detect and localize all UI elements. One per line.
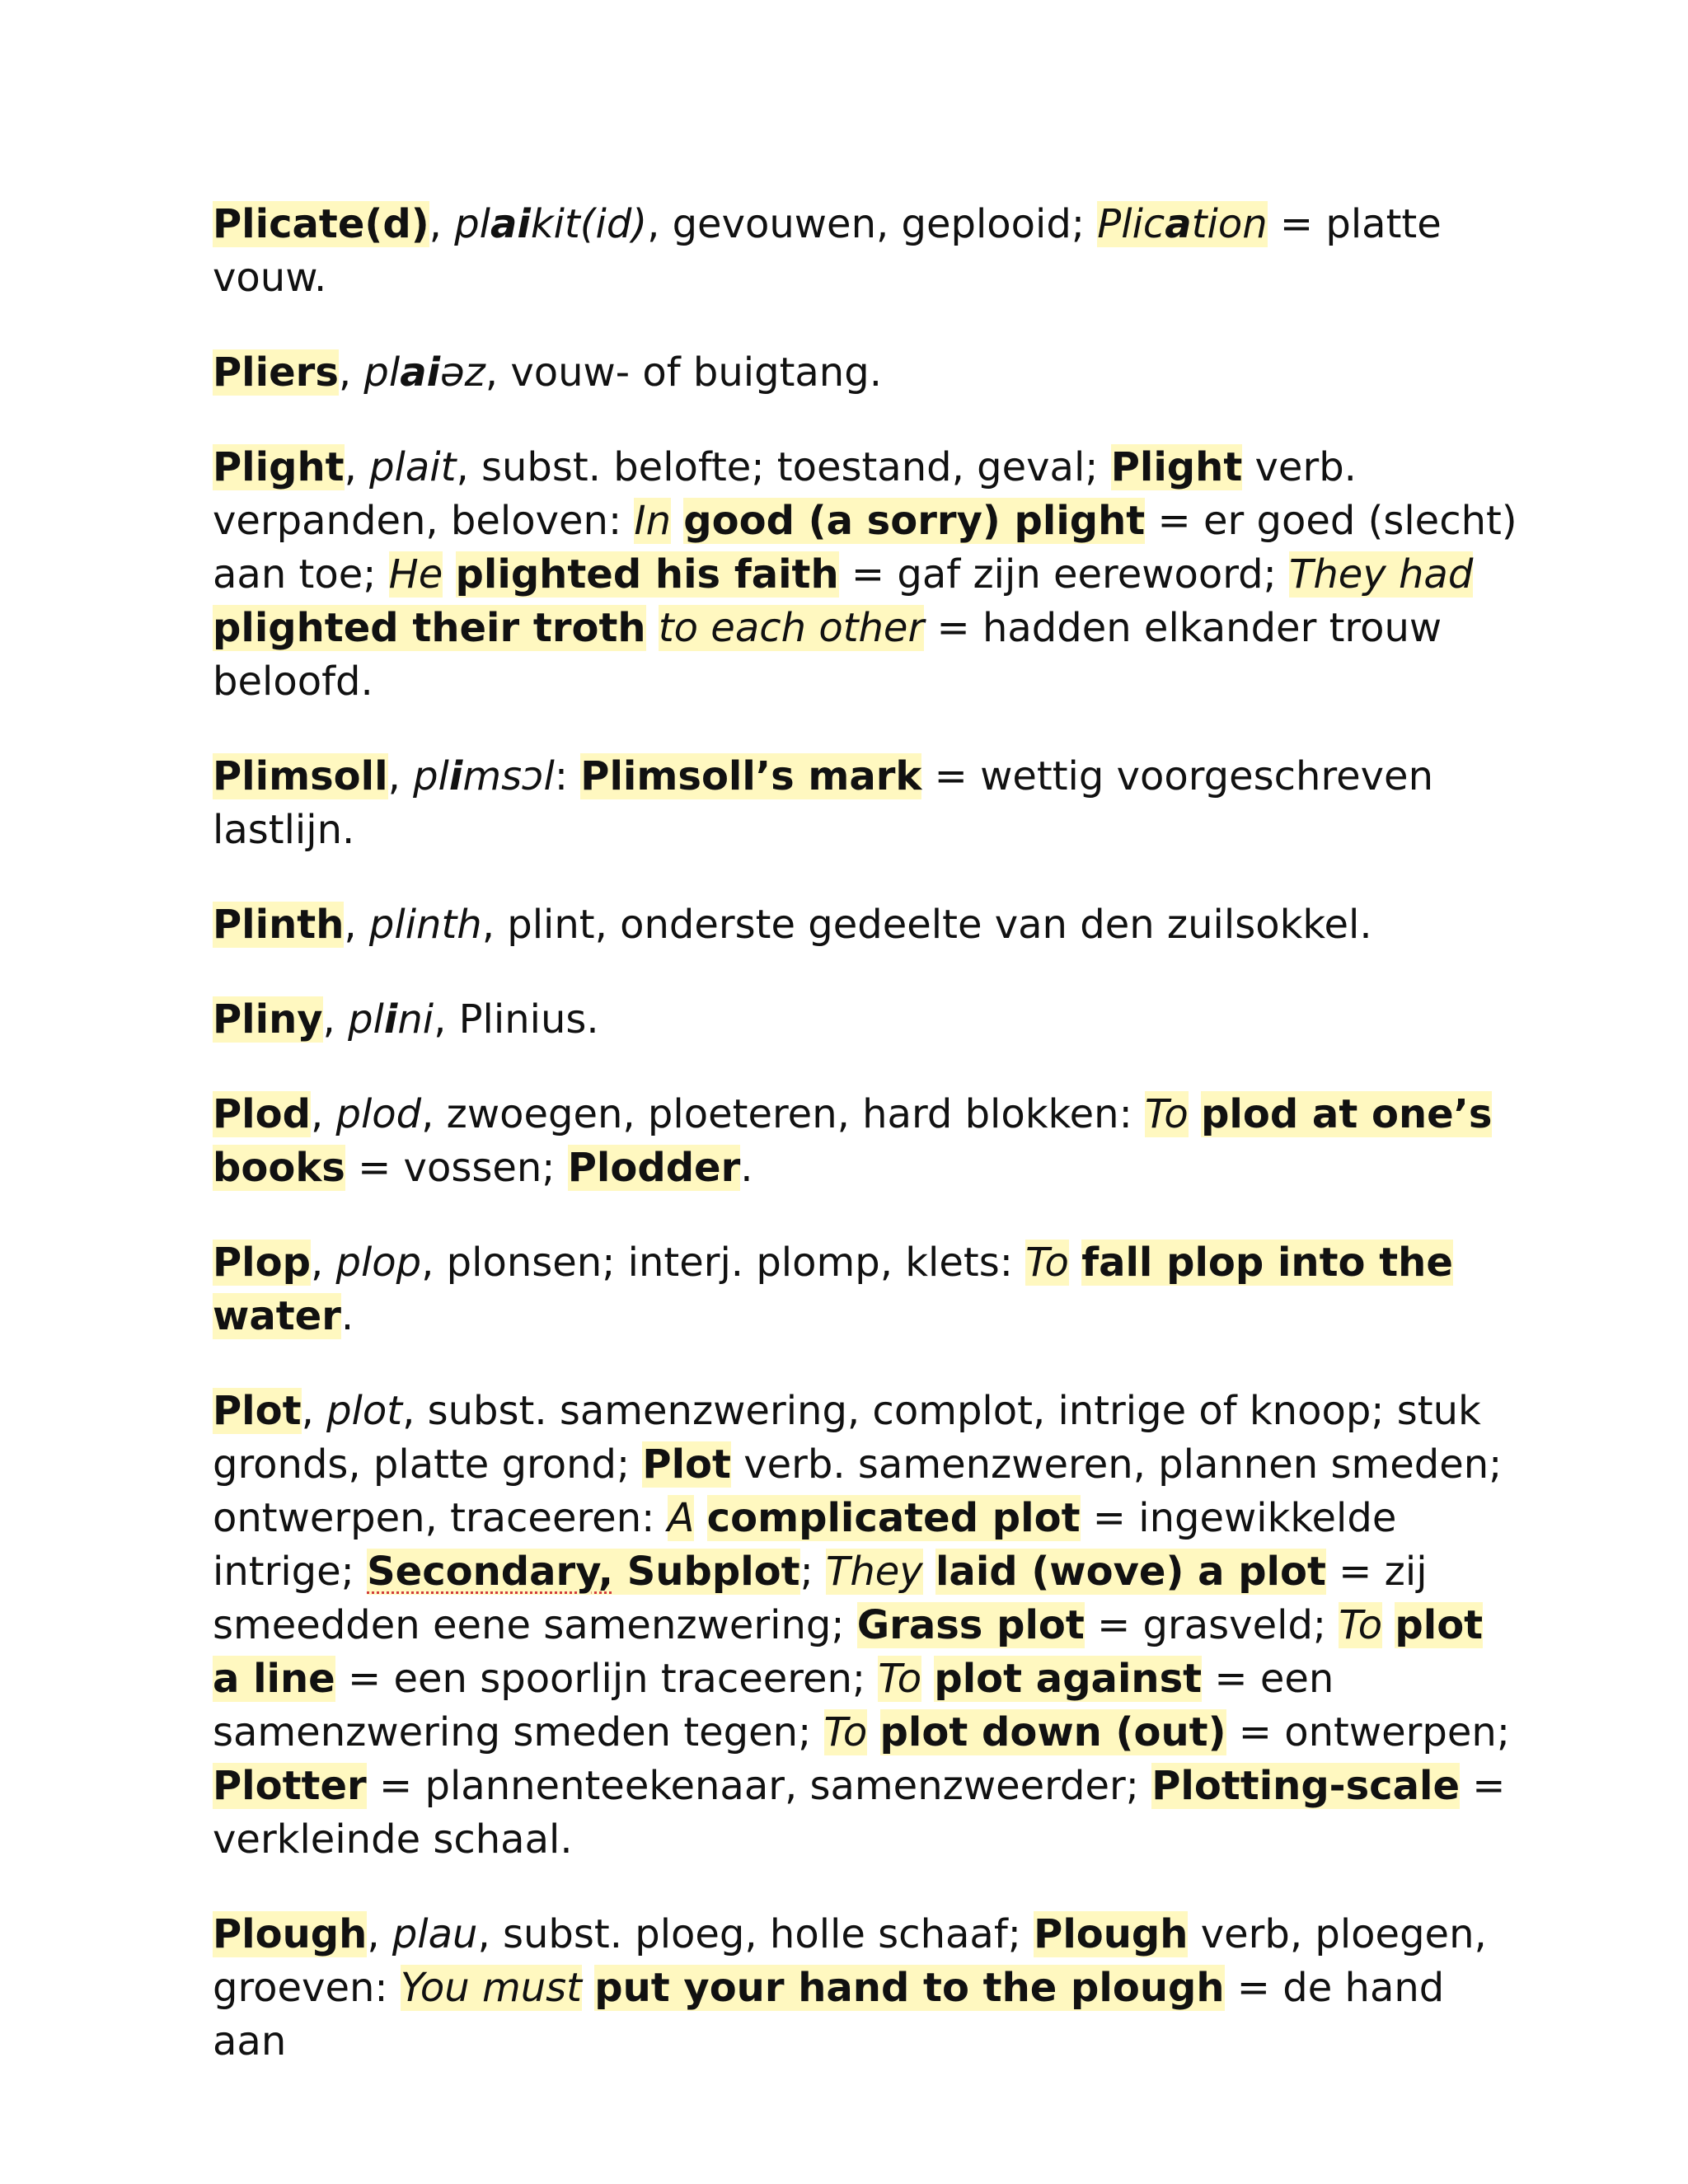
dictionary-entry [213, 1236, 1523, 1343]
entry-text: : [554, 753, 581, 799]
entry-text: , [338, 349, 364, 396]
bold-phrase: Plodder [567, 1145, 741, 1191]
headword: Plod [213, 1091, 311, 1137]
dictionary-entry [213, 993, 1523, 1047]
entry-text: , subst. ploeg, holle schaaf; [477, 1911, 1034, 1957]
bold-phrase: fall plop into the water [213, 1240, 1453, 1339]
entry-text: = grasveld; [1084, 1602, 1339, 1648]
entry-text: = ontwerpen; [1226, 1709, 1510, 1755]
bold-phrase: Plotting-scale [1151, 1763, 1461, 1809]
pronunciation: msɔl [462, 753, 555, 799]
bold-phrase: a [1165, 201, 1192, 247]
bold-phrase: plot against [934, 1656, 1203, 1702]
pronunciation: plait [369, 444, 457, 490]
entry-text: . [340, 1293, 354, 1339]
pronunciation: pl [454, 201, 490, 247]
entry-text: , [322, 996, 349, 1043]
bold-phrase: plot a line [213, 1602, 1484, 1702]
pronunciation: pl [348, 996, 384, 1043]
entry-text: = gaf zijn eerewoord; [838, 551, 1290, 598]
entry-text: , vouw- of buigtang. [485, 349, 882, 396]
entry-text: , [367, 1911, 392, 1957]
pronunciation: plod [335, 1091, 422, 1137]
entry-text: = platte vouw. [213, 201, 1442, 301]
entry-text [1382, 1602, 1395, 1648]
bold-phrase: i [448, 753, 463, 799]
entry-text: verb. verpanden, beloven: [213, 444, 1357, 544]
italic-phrase: To [1339, 1602, 1383, 1648]
bold-phrase: plod at one’s books [213, 1091, 1493, 1191]
dictionary-entry [213, 1908, 1523, 2069]
entry-text: , zwoegen, ploeteren, hard blokken: [421, 1091, 1146, 1137]
pronunciation: plinth [368, 902, 482, 948]
pronunciation: plop [335, 1240, 422, 1286]
entry-text: ; [799, 1549, 827, 1595]
bold-phrase: Plot [642, 1441, 731, 1488]
headword: Plinth [213, 902, 345, 948]
bold-phrase: Plimsoll’s mark [580, 753, 922, 799]
headword: Plot [213, 1388, 302, 1434]
entry-text: , subst. samenzwering, complot, intrige of knoop; stuk gronds, platte grond; [213, 1388, 1481, 1488]
italic-phrase: You must [400, 1965, 582, 2011]
bold-phrase: ai [490, 201, 531, 247]
bold-phrase: Plight [1110, 444, 1243, 490]
headword: Pliers [213, 349, 339, 396]
entry-text: = zij smeedden eene samenzwering; [213, 1549, 1428, 1648]
entry-text [1189, 1091, 1201, 1137]
entry-text: , [310, 1240, 336, 1286]
bold-phrase: Grass plot [856, 1602, 1085, 1648]
entry-text [1069, 1240, 1081, 1286]
italic-phrase: To [1025, 1240, 1069, 1286]
bold-phrase: Secondary, [367, 1549, 614, 1595]
entry-text [921, 1656, 934, 1702]
entry-text: verb, ploegen, groeven: [213, 1911, 1487, 2011]
italic-phrase: He [388, 551, 443, 598]
headword: Pliny [213, 996, 323, 1043]
headword: Plop [213, 1240, 311, 1286]
entry-text: , subst. belofte; toestand, geval; [456, 444, 1111, 490]
pronunciation: plot [326, 1388, 403, 1434]
bold-phrase: plighted their troth [213, 605, 646, 651]
italic-phrase: to each other [658, 605, 925, 651]
entry-text: = ingewikkelde intrige; [213, 1495, 1397, 1595]
entry-text: = vossen; [345, 1145, 568, 1191]
dictionary-entry [213, 1385, 1523, 1867]
entry-text: , [301, 1388, 327, 1434]
entry-text: = een spoorlijn traceeren; [335, 1656, 879, 1702]
italic-phrase: Plic [1097, 201, 1165, 247]
headword: Plight [213, 444, 345, 490]
pronunciation: plau [392, 1911, 478, 1957]
dictionary-entry [213, 750, 1523, 857]
pronunciation: ni [397, 996, 434, 1043]
entry-text: verb. samenzweren, plannen smeden; ontwerpen, traceeren: [213, 1441, 1503, 1541]
pronunciation: pl [363, 349, 401, 396]
entry-text: = wettig voorgeschreven lastlijn. [213, 753, 1434, 853]
entry-text [582, 1965, 594, 2011]
bold-phrase: laid (wove) a plot [935, 1549, 1326, 1595]
entry-text: , plonsen; interj. plomp, klets: [421, 1240, 1026, 1286]
bold-phrase: put your hand to the plough [594, 1965, 1225, 2011]
entry-text: , Plinius. [434, 996, 599, 1043]
entry-text: = plannenteekenaar, samenzweerder; [366, 1763, 1152, 1809]
entry-text: , gevouwen, geplooid; [647, 201, 1098, 247]
bold-phrase: good (a sorry) plight [683, 498, 1146, 544]
bold-phrase: Subplot [613, 1549, 800, 1595]
dictionary-entry [213, 441, 1523, 709]
italic-phrase: To [1145, 1091, 1189, 1137]
pronunciation: kit(id) [530, 201, 648, 247]
bold-phrase: Plough [1034, 1911, 1189, 1957]
entry-text: , plint, onderste gedeelte van den zuilsokkel. [481, 902, 1372, 948]
entry-text: . [740, 1145, 753, 1191]
italic-phrase: To [878, 1656, 922, 1702]
dictionary-entry [213, 898, 1523, 952]
entry-text: = een samenzwering smeden tegen; [213, 1656, 1334, 1755]
bold-phrase: Plotter [213, 1763, 367, 1809]
italic-phrase: To [823, 1709, 868, 1755]
italic-phrase: In [634, 498, 671, 544]
entry-text: , [310, 1091, 336, 1137]
bold-phrase: ai [400, 349, 441, 396]
headword: Plough [213, 1911, 368, 1957]
dictionary-entries [213, 198, 1523, 2069]
entry-text [923, 1549, 935, 1595]
entry-text [443, 551, 455, 598]
entry-text: , [387, 753, 414, 799]
entry-text: = verkleinde schaal. [213, 1763, 1506, 1863]
entry-text: = de hand aan [213, 1965, 1445, 2064]
headword: Plicate(d) [213, 201, 429, 247]
dictionary-entry [213, 346, 1523, 400]
bold-phrase: i [383, 996, 398, 1043]
entry-text: = hadden elkander trouw beloofd. [213, 605, 1442, 705]
bold-phrase: plot down (out) [879, 1709, 1226, 1755]
italic-phrase: They [826, 1549, 923, 1595]
entry-text [867, 1709, 879, 1755]
italic-phrase: A [667, 1495, 695, 1541]
dictionary-entry [213, 1088, 1523, 1195]
entry-text [671, 498, 683, 544]
pronunciation: pl [413, 753, 449, 799]
entry-text: , [344, 902, 369, 948]
headword: Plimsoll [213, 753, 388, 799]
pronunciation: əz [440, 349, 485, 396]
italic-phrase: They had [1289, 551, 1474, 598]
dictionary-entry [213, 198, 1523, 305]
entry-text [694, 1495, 706, 1541]
bold-phrase: plighted his faith [455, 551, 839, 598]
italic-phrase: tion [1191, 201, 1268, 247]
entry-text: , [429, 201, 455, 247]
bold-phrase: complicated plot [706, 1495, 1081, 1541]
entry-text: , [344, 444, 370, 490]
entry-text: = er goed (slecht) aan toe; [213, 498, 1517, 598]
entry-text [646, 605, 659, 651]
